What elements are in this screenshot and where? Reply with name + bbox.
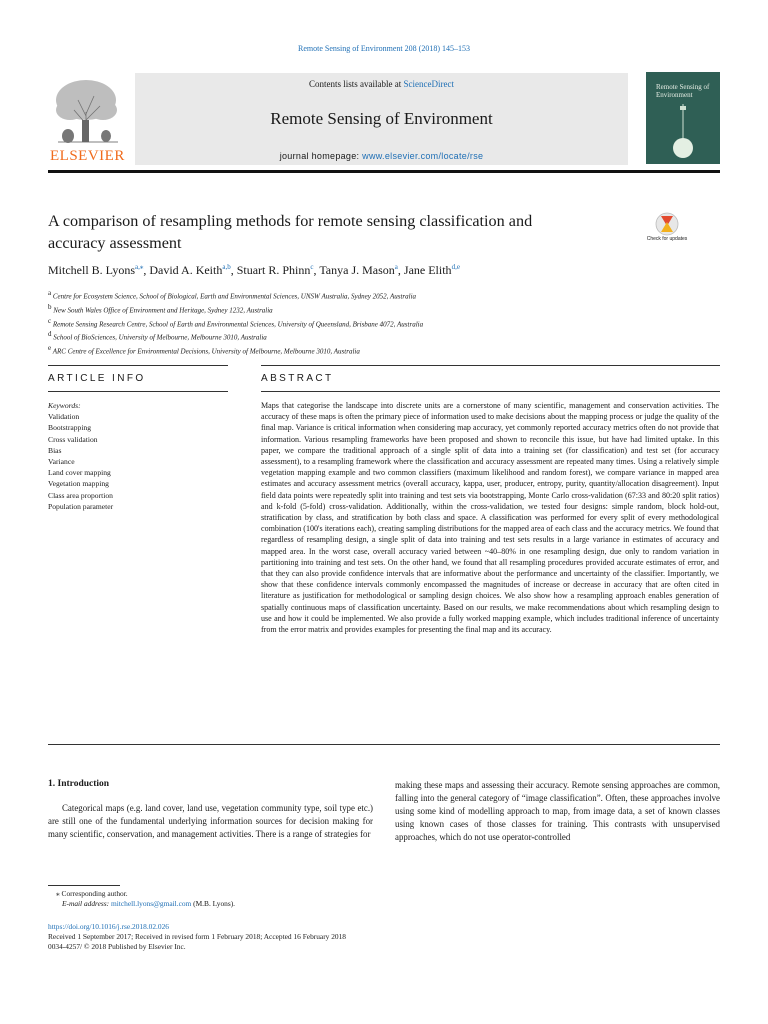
journal-reference[interactable]: Remote Sensing of Environment 208 (2018) 145–153 xyxy=(298,44,470,53)
corresponding-author-note: ⁎ Corresponding author. xyxy=(56,889,128,898)
intro-paragraph-left: Categorical maps (e.g. land cover, land use, vegetation community type, soil type etc.) are still one of the fundamental underlying information sources for decision making for many scientific, conservation, and management activities. There is a range of strategies for xyxy=(48,803,373,839)
homepage-link[interactable]: www.elsevier.com/locate/rse xyxy=(362,151,484,161)
keyword: Variance xyxy=(48,457,75,467)
keywords-block xyxy=(48,400,228,512)
crossmark-icon[interactable] xyxy=(652,212,682,238)
author[interactable]: David A. Keith$^{a,b}$ xyxy=(149,263,231,277)
publication-info xyxy=(48,922,346,952)
abstract-text: Maps that categorise the landscape into discrete units are a cornerstone of many scientific, management and conservation activities. The accuracy of these maps is often the primary piece of information used to make decisions about the mapping process or judge the quality of the final map. Variance is critical information when considering map accuracy, yet commonly reported accuracy metrics often do not provide that information. Various resampling frameworks have been proposed and shown to reconcile this issue, but have had limited uptake. In this paper, we compare the traditional approach of a single split of data into a training set (for classification) and test set (for accuracy assessment), to a resampling framework where the classification and accuracy assessment are repeated many times. Using a relatively simple vegetation mapping example and two common classifiers (maximum likelihood and random forest), we compare variance in mapped area estimates and accuracy assessment metrics (overall accuracy, kappa, user, producer, entropy, purity, quantity/allocation disagreement). Input field data points were repeatedly split into training and test sets via bootstrapping, Monte Carlo cross-validation (67:33 and 80:20 split ratios) and k-fold (5-fold) cross-validation. Additionally, within the cross-validation, we tested four designs: simple random, block hold-out, stratification by class, and stratification by both class and space. A classification was performed for every split of every methodological combination (100's iterations each), creating sampling distributions for the mapped area of each class and the accuracy metrics. We found that regardless of resampling design, a single split of data into training and test sets results in a large variance in estimates of accuracy and mapped area. In the worst case, overall accuracy varied between ~40–80% in one resampling design, due only to random variation in partitioning into training and test sets. On the other hand, we found that all resampling procedures provided accurate estimates of error, and that they can also provide confidence intervals that are informative about the performance and uncertainty of the classifier. Importantly, we show that these confidence intervals commonly encompassed the magnitudes of increase or decrease in accuracy that are often cited in literature as justification for methodological or sampling design choices. We also show how a resampling approach enables generation of spatially continuous maps of classification uncertainty. Based on our results, we make recommendations about which resampling design to use and how it could be implemented. We also provide a fully worked mapping example, which includes traditional inference of uncertainty from the error matrix and provides examples for presenting the final map and its accuracy. xyxy=(261,401,719,635)
intro-paragraph-right: making these maps and assessing their accuracy. Remote sensing approaches are common, falling into the general category of “image classification”. Often, these approaches involve using some kind of modelling approach to map, from image data, a set of known classes using known cases of those classes for training. This contrasts with unsupervised approaches, which do not use operator-controlled xyxy=(395,780,720,842)
keyword: Bootstrapping xyxy=(48,423,92,433)
abstract-bottom-rule xyxy=(48,744,720,745)
abstract-rule xyxy=(261,391,720,392)
email-link[interactable]: mitchell.lyons@gmail.com xyxy=(111,899,192,908)
affiliation: $^e$ ARC Centre of Excellence for Environmental Decisions, University of Melbourne, Melbourne 3010, Australia xyxy=(48,344,360,356)
cover-title: Remote Sensing of Environment xyxy=(656,83,710,99)
sciencedirect-link[interactable]: ScienceDirect xyxy=(403,79,454,89)
affiliation: $^b$ New South Wales Office of Environment and Heritage, Sydney 1232, Australia xyxy=(48,302,273,315)
introduction-heading: 1. Introduction xyxy=(48,779,110,789)
paper-title: A comparison of resampling methods for remote sensing classification and accuracy assessment xyxy=(48,212,533,252)
affiliation: $^a$ Centre for Ecosystem Science, School of Biological, Earth and Environmental Sciences, UNSW Australia, Sydney 2052, Australia xyxy=(48,289,417,301)
received-dates: Received 1 September 2017; Received in revised form 1 February 2018; Accepted 16 February 2018 xyxy=(48,932,347,941)
cover-graphic xyxy=(660,104,706,160)
contents-line: Contents lists available at ScienceDirect xyxy=(309,79,454,89)
keyword: Vegetation mapping xyxy=(48,479,109,489)
author-list: Mitchell B. Lyons$^{a,⁎}$, David A. Keith$^{a,b}$, Stuart R. Phinn$^c$, Tanya J. Mason$^a$, Jane Elith$^{d,e}$ xyxy=(48,263,460,277)
publisher-name: ELSEVIER xyxy=(50,148,125,164)
keyword: Land cover mapping xyxy=(48,468,111,478)
keyword: Cross validation xyxy=(48,434,98,444)
keywords-label: Keywords: xyxy=(48,401,81,410)
keyword: Validation xyxy=(48,412,80,422)
article-info-rule xyxy=(48,391,228,392)
footnote-rule xyxy=(48,885,120,886)
header-rule xyxy=(48,170,720,173)
footnotes xyxy=(48,889,235,909)
abstract-rule-top xyxy=(261,365,720,366)
author[interactable]: Jane Elith$^{d,e}$ xyxy=(403,263,460,277)
keyword: Population parameter xyxy=(48,501,114,511)
author[interactable]: Stuart R. Phinn$^c$ xyxy=(236,263,314,277)
affiliation: $^d$ School of BioSciences, University of Melbourne, Melbourne 3010, Australia xyxy=(48,330,267,342)
keyword: Class area proportion xyxy=(48,490,113,500)
journal-title: Remote Sensing of Environment xyxy=(270,109,493,128)
article-info-heading: ARTICLE INFO xyxy=(48,373,146,384)
crossmark-label[interactable]: Check for updates xyxy=(646,236,688,242)
affiliation: $^c$ Remote Sensing Research Centre, School of Earth and Environmental Sciences, University of Queensland, Brisbane 4072, Australia xyxy=(48,316,424,328)
keyword: Bias xyxy=(48,445,62,455)
email-note: E-mail address: mitchell.lyons@gmail.com (M.B. Lyons). xyxy=(62,899,236,908)
copyright: 0034-4257/ © 2018 Published by Elsevier Inc. xyxy=(48,942,186,951)
abstract-heading: ABSTRACT xyxy=(261,373,334,384)
journal-homepage: journal homepage: www.elsevier.com/locate/rse xyxy=(279,151,484,161)
author[interactable]: Tanya J. Mason$^a$ xyxy=(319,263,398,277)
affiliations xyxy=(48,288,720,357)
doi-link[interactable]: https://doi.org/10.1016/j.rse.2018.02.026 xyxy=(48,922,169,931)
author[interactable]: Mitchell B. Lyons$^{a,⁎}$ xyxy=(48,263,144,277)
article-info-rule-top xyxy=(48,365,228,366)
